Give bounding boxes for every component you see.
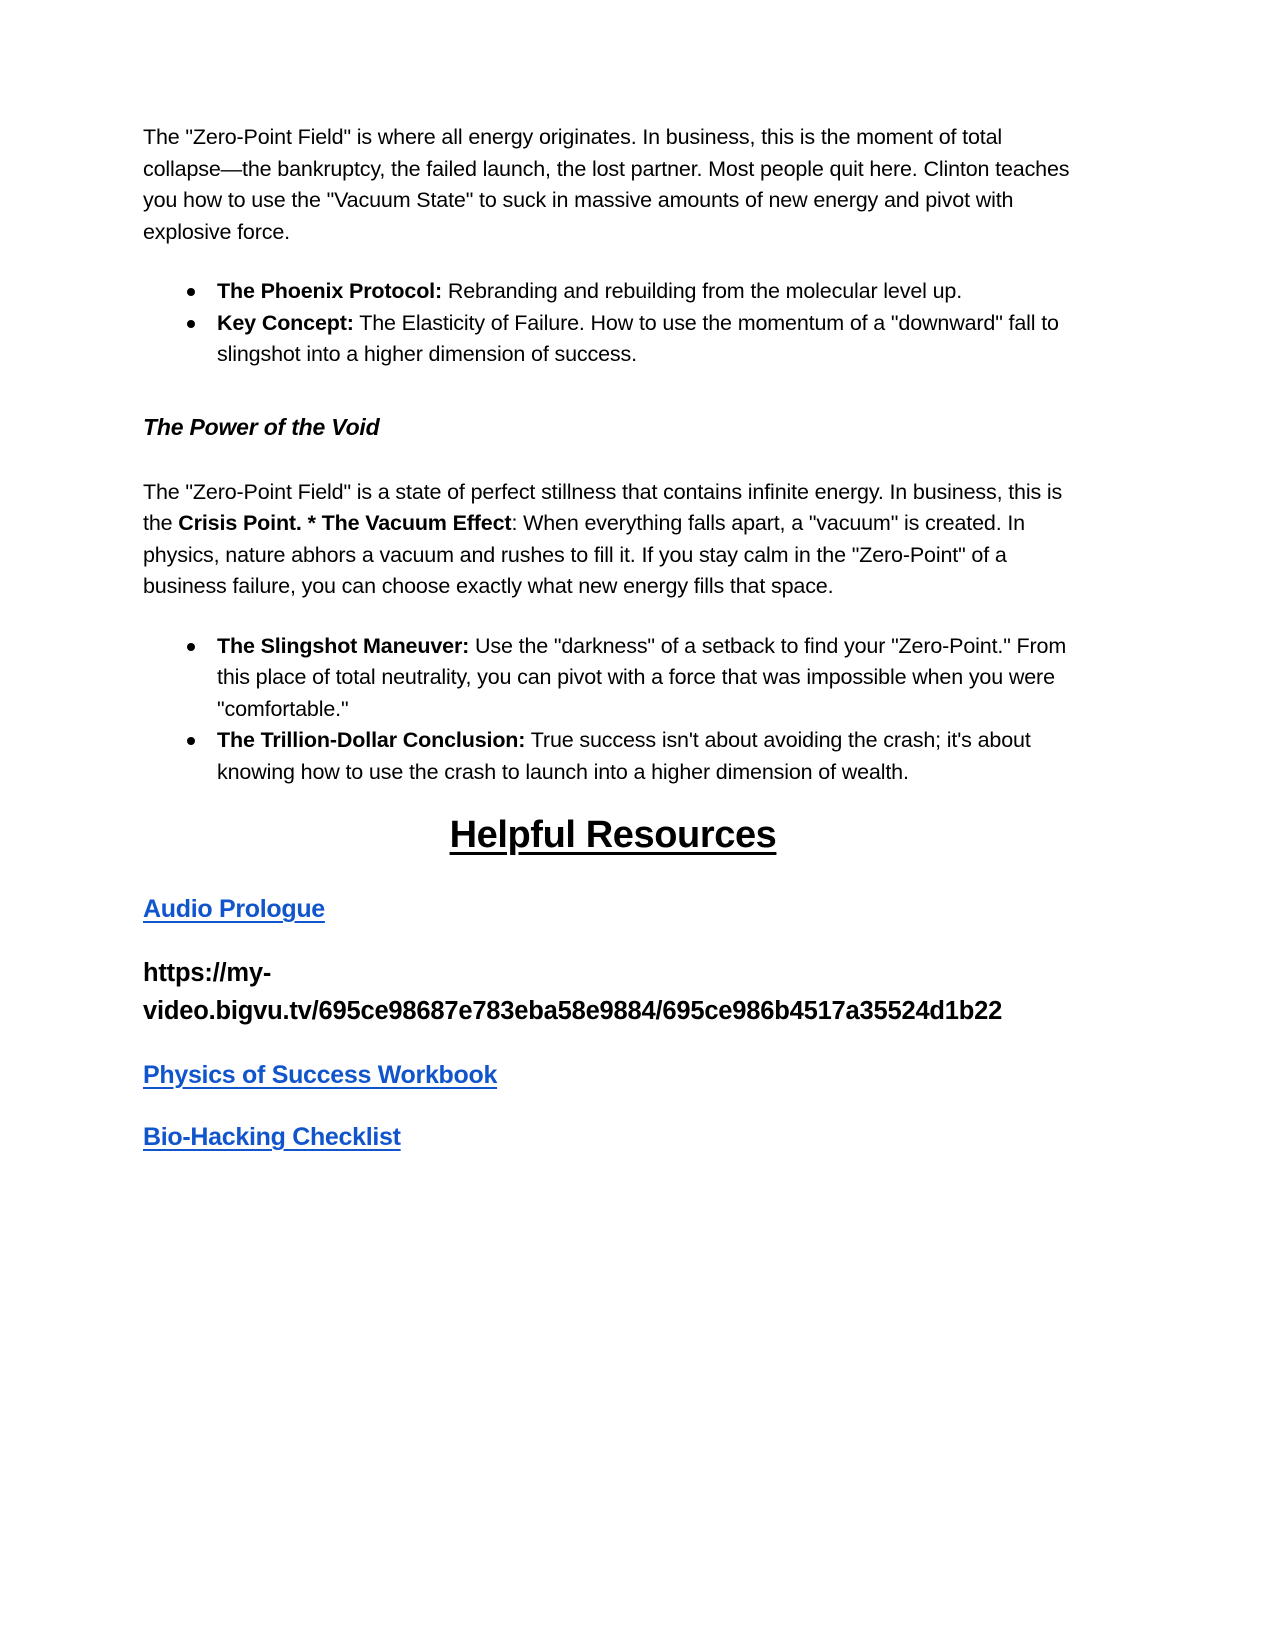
resource-row-checklist bbox=[143, 1120, 1083, 1154]
paragraph-vacuum-effect bbox=[143, 477, 1083, 603]
paragraph-part-2: : When everything falls apart, a "vacuum" is created. In physics, nature abhors a vacuum and rushes to fill it. If you stay calm in the "Zero-Point" of a business failure, you can choose exactly what new energy fills that space. bbox=[143, 511, 1025, 598]
resource-row-workbook bbox=[143, 1058, 1083, 1092]
bullet-point-icon bbox=[187, 631, 197, 663]
list-item-label: The Phoenix Protocol: bbox=[217, 279, 443, 303]
spacer bbox=[143, 443, 1083, 477]
bullet-point-icon bbox=[187, 276, 197, 308]
list-item-label: The Slingshot Maneuver: bbox=[217, 633, 470, 658]
list-item bbox=[143, 276, 1083, 308]
page-title-helpful-resources: Helpful Resources bbox=[449, 814, 777, 856]
spacer bbox=[143, 926, 1083, 954]
bullet-point-icon bbox=[187, 308, 197, 340]
video-url-text: https://my-video.bigvu.tv/695ce98687e783eba58e9884/695ce986b4517a35524d1b22 bbox=[143, 959, 1003, 1025]
bullet-point-icon bbox=[187, 725, 197, 757]
spacer bbox=[143, 603, 1083, 631]
list-item-text: True success isn't about avoiding the crash; it's about knowing how to use the crash to launch into a higher dimension of wealth. bbox=[217, 728, 1031, 784]
list-item-label: The Trillion-Dollar Conclusion: bbox=[217, 728, 526, 752]
document-content bbox=[143, 122, 1083, 1154]
list-item-label: Key Concept: bbox=[217, 310, 354, 335]
paragraph-zero-point-field-intro: The "Zero-Point Field" is where all energy originates. In business, this is the moment of total collapse—the bankruptcy, the failed launch, the lost partner. Most people quit here. Clinton teaches you how to use the "Vacuum State" to suck in massive amounts of new energy and pivot with explosive force. bbox=[143, 125, 1070, 244]
list-item-text: Rebranding and rebuilding from the molecular level up. bbox=[442, 279, 963, 303]
list-item-text: The Elasticity of Failure. How to use the momentum of a "downward" fall to slingshot into a higher dimension of success. bbox=[217, 310, 1059, 366]
list-item bbox=[143, 308, 1083, 371]
bullet-list-phoenix bbox=[143, 276, 1083, 371]
paragraph-part-1: The "Zero-Point Field" is a state of perfect stillness that contains infinite energy. In business, this is the bbox=[143, 479, 1063, 535]
paragraph-bold-crisis-point: Crisis Point. * The Vacuum Effect bbox=[178, 511, 512, 535]
spacer bbox=[143, 248, 1083, 276]
list-item bbox=[143, 725, 1083, 788]
resource-row-audio-prologue bbox=[143, 892, 1083, 926]
spacer bbox=[143, 1030, 1083, 1058]
link-physics-of-success-workbook[interactable]: Physics of Success Workbook bbox=[143, 1061, 498, 1089]
heading-power-of-the-void: The Power of the Void bbox=[143, 413, 380, 440]
bullet-list-slingshot bbox=[143, 631, 1083, 789]
link-audio-prologue[interactable]: Audio Prologue bbox=[143, 895, 325, 923]
link-bio-hacking-checklist[interactable]: Bio-Hacking Checklist bbox=[143, 1123, 401, 1151]
spacer bbox=[143, 788, 1083, 812]
list-item bbox=[143, 631, 1083, 726]
list-item-text: Use the "darkness" of a setback to find your "Zero-Point." From this place of total neutrality, you can pivot with a force that was impossible when you were "comfortable." bbox=[217, 633, 1067, 721]
spacer bbox=[143, 858, 1083, 892]
spacer bbox=[143, 1092, 1083, 1120]
spacer bbox=[143, 371, 1083, 411]
